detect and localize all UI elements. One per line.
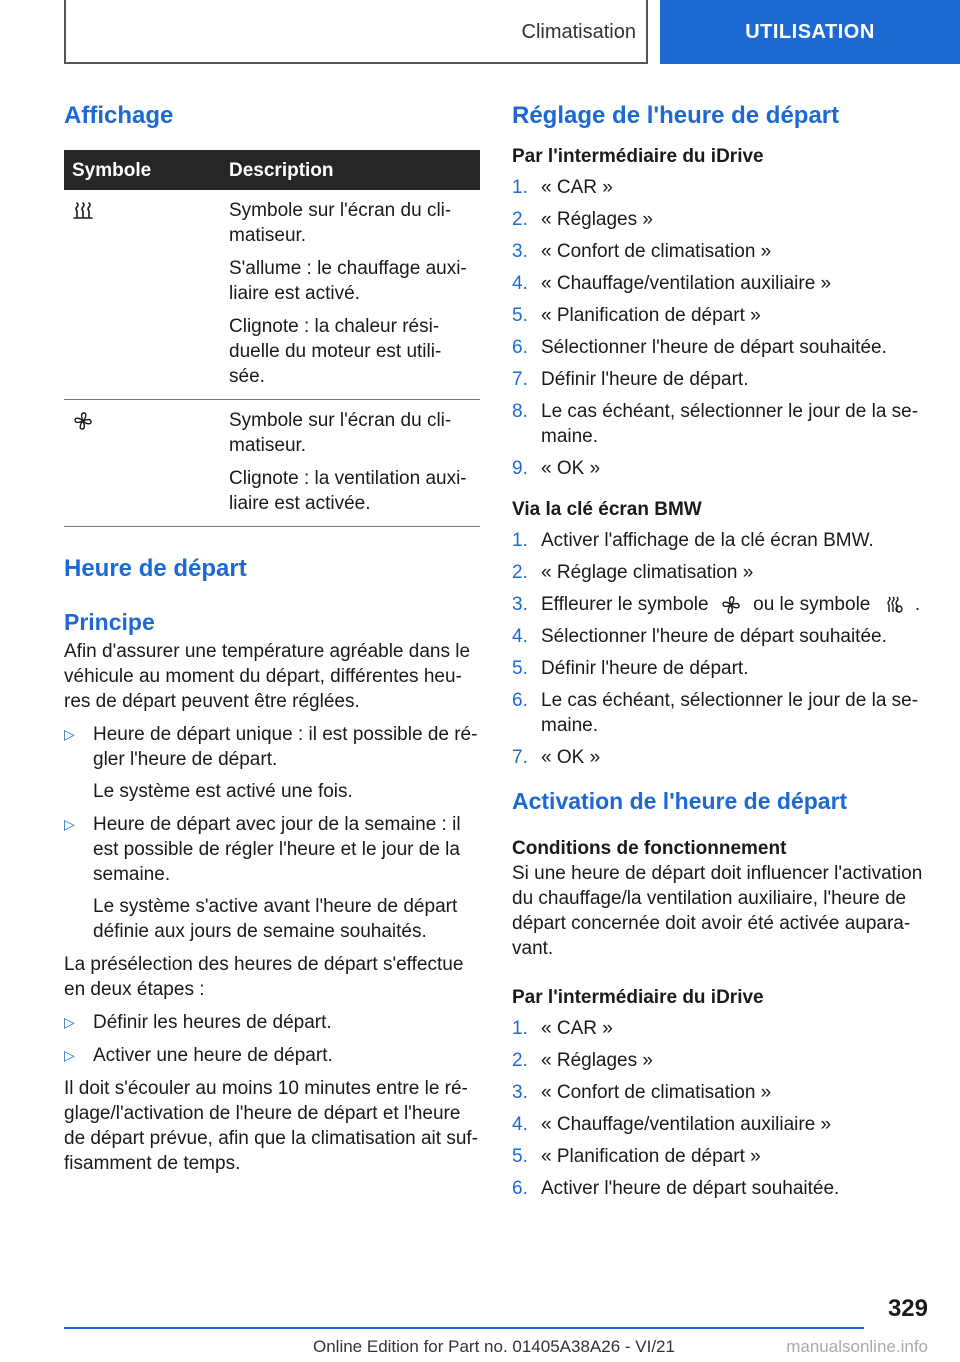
list-item: 2. « Réglages » (512, 1050, 653, 1071)
table-row (64, 190, 480, 400)
idrive-steps (512, 175, 928, 481)
conditions-text: Si une heure de départ doit influencer l'activation du chauffage/la ventilation auxiliaire, l'heure de départ concernée doit avoir été activée aupara-vant. (512, 863, 923, 959)
key-heading: Via la clé écran BMW (512, 499, 702, 520)
list-item: 6. Sélectionner l'heure de départ souhaitée. (512, 337, 887, 358)
principe-title: Principe (64, 609, 155, 635)
table-cell-text: Clignote : la ventilation auxi-liaire est activée. (229, 468, 467, 514)
header-chapter-tab[interactable]: UTILISATION (660, 0, 960, 64)
list-item: 5. « Planification de départ » (512, 305, 761, 326)
list-item-sub: Le système s'active avant l'heure de départ définie aux jours de semaine souhaités. (93, 896, 458, 942)
idrive-heading: Par l'intermédiaire du iDrive (512, 146, 764, 167)
header-section-title: Climatisation (521, 20, 636, 43)
key-steps (512, 528, 928, 770)
list-item: 2. « Réglages » (512, 209, 653, 230)
fan-icon (720, 594, 742, 616)
footer-brand: manualsonline.info (786, 1337, 928, 1356)
table-cell-text: S'allume : le chauffage auxi-liaire est activé. (229, 258, 467, 304)
closing-text: Il doit s'écouler au moins 10 minutes entre le ré-glage/l'activation de l'heure de départ et l'heure de départ prévue, afin que la climatisation ait suf-fisamment de temps. (64, 1078, 479, 1174)
list-item: 4. Sélectionner l'heure de départ souhaitée. (512, 626, 887, 647)
right-column (512, 100, 928, 1208)
list-item: 3. « Confort de climatisation » (512, 1082, 772, 1103)
fan-heating-icon (882, 594, 904, 616)
page-number: 329 (887, 1295, 928, 1322)
table-header-symbol: Symbole (64, 150, 223, 190)
preselection-text: La présélection des heures de départ s'effectue en deux étapes : (64, 954, 464, 1000)
activation-title: Activation de l'heure de départ (512, 788, 848, 814)
list-item: 1. « CAR » (512, 177, 613, 198)
list-item: 8. Le cas échéant, sélectionner le jour de la se-maine. (512, 401, 919, 447)
bullet-triangle-icon: ▷ (64, 1047, 75, 1063)
list-item: 7. Définir l'heure de départ. (512, 369, 749, 390)
list-item: ▷ Heure de départ unique : il est possible de ré-gler l'heure de départ. (64, 724, 478, 770)
affichage-title: Affichage (64, 102, 174, 129)
list-item-sub: Le système est activé une fois. (93, 781, 353, 802)
fan-icon (72, 410, 94, 432)
list-item: 2. « Réglage climatisation » (512, 562, 754, 583)
principe-intro: Afin d'assurer une température agréable dans le véhicule au moment du départ, différentes heu-res de départ peuvent être réglées. (64, 641, 471, 712)
idrive2-heading: Par l'intermédiaire du iDrive (512, 987, 764, 1008)
list-item: 3. « Confort de climatisation » (512, 241, 772, 262)
conditions-heading: Conditions de fonctionnement (512, 838, 787, 859)
list-item: 6. Activer l'heure de départ souhaitée. (512, 1178, 840, 1199)
heure-depart-title: Heure de départ (64, 555, 247, 582)
list-item: 5. Définir l'heure de départ. (512, 658, 749, 679)
list-item: 1. Activer l'affichage de la clé écran BMW. (512, 530, 874, 551)
list-item: 1. « CAR » (512, 1018, 613, 1039)
heating-icon (72, 200, 94, 222)
footer-divider (64, 1327, 864, 1329)
list-item: 9. « OK » (512, 458, 601, 479)
list-item: 6. Le cas échéant, sélectionner le jour de la se-maine. (512, 690, 919, 736)
left-column (64, 100, 480, 1176)
list-item: 5. « Planification de départ » (512, 1146, 761, 1167)
bullet-triangle-icon: ▷ (64, 816, 75, 832)
table-cell-text: Symbole sur l'écran du cli-matiseur. (229, 410, 452, 456)
list-item: ▷ Activer une heure de départ. (64, 1045, 333, 1066)
reglage-title: Réglage de l'heure de départ (512, 102, 840, 129)
bullet-triangle-icon: ▷ (64, 726, 75, 742)
footer-edition: Online Edition for Part no. 01405A38A26 - VI/21 (313, 1337, 675, 1356)
list-item: ▷ Heure de départ avec jour de la semaine : il est possible de régler l'heure et le jour de la semaine. (64, 814, 461, 885)
symbol-table (64, 150, 480, 527)
idrive2-steps (512, 1016, 928, 1201)
table-row (64, 400, 480, 527)
table-cell-text: Symbole sur l'écran du cli-matiseur. (229, 200, 452, 246)
list-item: ▷ Définir les heures de départ. (64, 1012, 332, 1033)
list-item: 4. « Chauffage/ventilation auxiliaire » (512, 1114, 832, 1135)
list-item: 4. « Chauffage/ventilation auxiliaire » (512, 273, 832, 294)
list-item: 3. Effleurer le symbole ou le symbole . (512, 594, 921, 615)
table-header-description: Description (223, 150, 480, 190)
bullet-triangle-icon: ▷ (64, 1014, 75, 1030)
list-item: 7. « OK » (512, 747, 601, 768)
table-cell-text: Clignote : la chaleur rési-duelle du moteur est utili-sée. (229, 316, 442, 387)
